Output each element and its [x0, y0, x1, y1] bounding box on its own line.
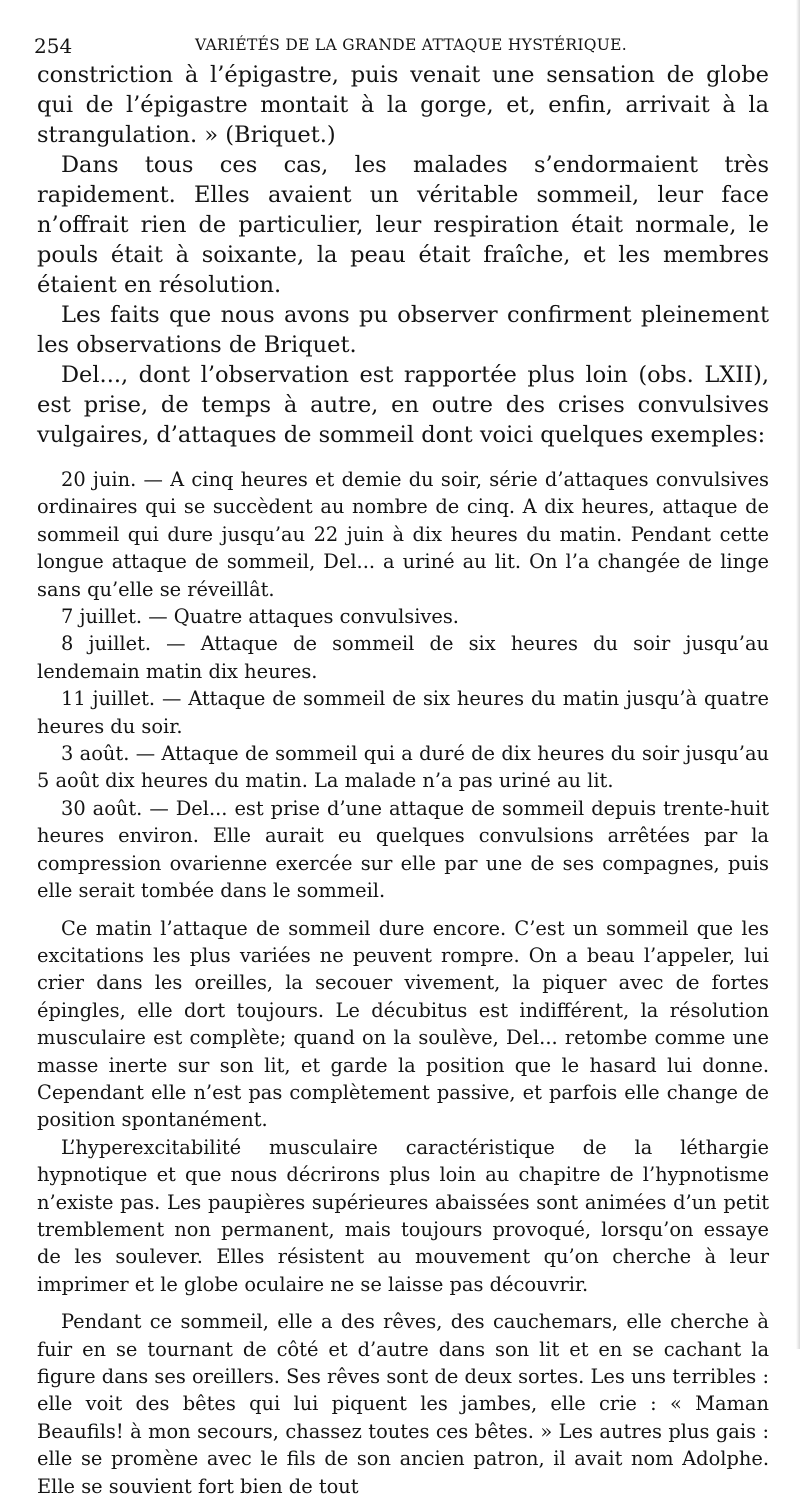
entry-8-juillet: 8 juillet. — Attaque de sommeil de six heures du soir jusqu’au lendemain matin dix heures.	[37, 632, 769, 683]
paragraph-dreams: Pendant ce sommeil, elle a des rêves, des cauchemars, elle cherche à fuir en se tournant de côté et d’autre dans son lit et en se cachant la figure dans ses oreillers. Ses rêves sont de deux sortes. Les uns terribles : elle voit des bêtes qui lui piquent les jambes, elle crie : « Maman Beaufils! à mon secours, chassez toutes ces bêtes. » Les autres plus gais : elle se promène avec le fils de son ancien patron, il avait nom Adolphe. Elle se souvient fort bien de tout	[37, 1310, 769, 1498]
paragraph-morning-sleep: Ce matin l’attaque de sommeil dure encore. C’est un sommeil que les excitations les plus variées ne peuvent rompre. On a beau l’appeler, lui crier dans les oreilles, la secouer vivement, la piquer avec de fortes épingles, elle dort toujours. Le décubitus est indifférent, la résolution musculaire est complète; quand on la soulève, Del... retombe comme une masse inerte sur son lit, et garde la position que le hasard lui donne. Cependant elle n’est pas complètement passive, et parfois elle change de position spontanément.	[37, 916, 769, 1132]
paragraph-sleep-description: Dans tous ces cas, les malades s’endormaient très rapidement. Elles avaient un véritable sommeil, leur face n’offrait rien de particulier, leur respiration était normale, le pouls était à soixante, la peau était fraîche, et les membres étaient en résolution.	[37, 152, 769, 298]
entry-7-juillet: 7 juillet. — Quatre attaques convulsives.	[61, 605, 459, 629]
body-text	[37, 60, 769, 1500]
entry-30-aout: 30 août. — Del... est prise d’une attaque de sommeil depuis trente-huit heures environ. Elle aurait eu quelques convulsions arrêtées par la compression ovarienne exercée sur elle par une de ses compagnes, puis elle serait tombée dans le sommeil.	[37, 796, 769, 903]
running-title: VARIÉTÉS DE LA GRANDE ATTAQUE HYSTÉRIQUE.	[195, 36, 627, 54]
paragraph-del-intro: Del..., dont l’observation est rapportée plus loin (obs. LXII), est prise, de temps à autre, en outre des crises convulsives vulgaires, d’attaques de sommeil dont voici quelques exemples:	[37, 362, 769, 448]
entry-11-juillet: 11 juillet. — Attaque de sommeil de six heures du matin jusqu’à quatre heures du soir.	[37, 687, 769, 738]
paragraph-briquet-quote-end: constriction à l’épigastre, puis venait une sensation de globe qui de l’épigastre montait à la gorge, et, enfin, arrivait à la strangulation. » (Briquet.)	[37, 62, 769, 148]
entry-20-juin: 20 juin. — A cinq heures et demie du soir, série d’attaques convulsives ordinaires qui se succèdent au nombre de cinq. A dix heures, attaque de sommeil qui dure jusqu’au 22 juin à dix heures du matin. Pendant cette longue attaque de sommeil, Del... a uriné au lit. On l’a changée de linge sans qu’elle se réveillât.	[37, 468, 769, 601]
page-number: 254	[34, 34, 73, 58]
paragraph-hyperexcitability: L’hyperexcitabilité musculaire caractéristique de la léthargie hypnotique et que nous décrirons plus loin au chapitre de l’hypnotisme n’existe pas. Les paupières supérieures abaissées sont animées d’un petit tremblement non permanent, mais toujours provoqué, lorsqu’on essaye de les soulever. Elles résistent au mouvement qu’on cherche à leur imprimer et le globe oculaire ne se laisse pas découvrir.	[37, 1135, 769, 1296]
paragraph-observations-confirm: Les faits que nous avons pu observer confirment pleinement les observations de Briquet.	[37, 302, 769, 358]
entry-3-aout: 3 août. — Attaque de sommeil qui a duré de dix heures du soir jusqu’au 5 août dix heures du matin. La malade n’a pas uriné au lit.	[37, 742, 769, 793]
page-header	[0, 34, 800, 56]
page-edge-shadow	[796, 0, 800, 1349]
